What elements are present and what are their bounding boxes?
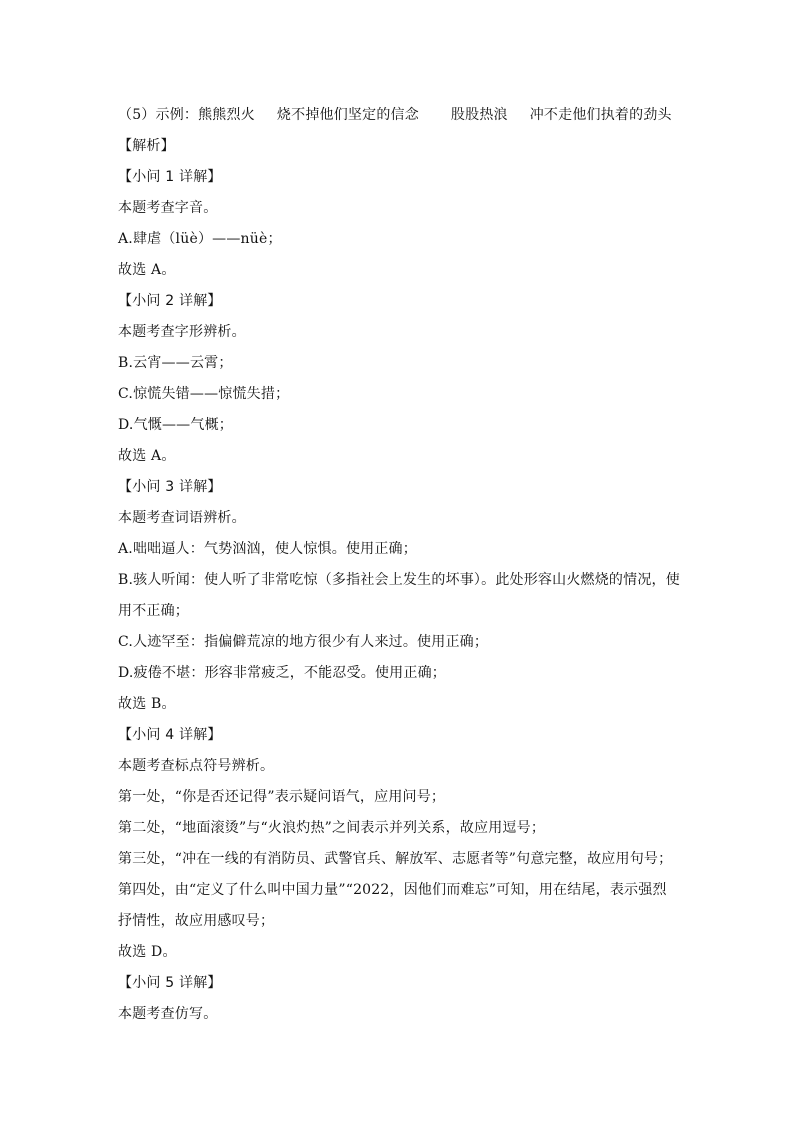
q2-line: 故选 A。 (118, 448, 176, 464)
q4-line: 第三处，“冲在一线的有消防员、武警官兵、解放军、志愿者等”句意完整，故应用句号； (118, 851, 673, 867)
example-part-3: 股股热浪 (450, 107, 508, 123)
q3-line: D.疲倦不堪：形容非常疲乏，不能忍受。使用正确； (118, 665, 446, 681)
q1-title: 【小问 1 详解】 (118, 169, 222, 185)
q2-line: 本题考查字形辨析。 (118, 324, 246, 340)
example-answer-line (118, 100, 678, 131)
q3-line: C.人迹罕至：指偏僻荒凉的地方很少有人来过。使用正确； (118, 634, 489, 650)
example-part-2: 烧不掉他们坚定的信念 (276, 107, 419, 123)
q3-line: 故选 B。 (118, 696, 176, 712)
q1-line: 故选 A。 (118, 262, 176, 278)
q4-line: 抒情性，故应用感叹号； (118, 913, 275, 929)
example-prefix: （5）示例：熊熊烈火 (118, 107, 255, 123)
q5-line: 本题考查仿写。 (118, 1006, 218, 1022)
q4-line: 第二处，“地面滚烫”与“火浪灼热”之间表示并列关系，故应用逗号； (118, 820, 546, 836)
document-page (118, 100, 678, 1030)
q4-line: 本题考查标点符号辨析。 (118, 758, 275, 774)
q1-line: A.肆虐（lüè）——nüè； (118, 231, 282, 247)
q2-title: 【小问 2 详解】 (118, 293, 222, 309)
q4-line: 第四处，由“定义了什么叫中国力量”“2022，因他们而难忘”可知，用在结尾，表示强烈 (118, 882, 667, 898)
q5-title: 【小问 5 详解】 (118, 975, 222, 991)
q2-line: C.惊慌失错——惊慌失措； (118, 386, 290, 402)
q2-line: B.云宵——云霄； (118, 355, 233, 371)
q4-line: 第一处，“你是否还记得”表示疑问语气，应用问号； (118, 789, 446, 805)
q3-line: B.骇人听闻：使人听了非常吃惊（多指社会上发生的坏事）。此处形容山火燃烧的情况，使 (118, 572, 680, 588)
q1-line: 本题考查字音。 (118, 200, 218, 216)
q4-title: 【小问 4 详解】 (118, 727, 222, 743)
q3-line: 用不正确； (118, 603, 189, 619)
q3-line: A.咄咄逼人：气势汹汹，使人惊惧。使用正确； (118, 541, 417, 557)
q3-title: 【小问 3 详解】 (118, 479, 222, 495)
q2-line: D.气慨——气概； (118, 417, 233, 433)
example-part-4: 冲不走他们执着的劲头 (529, 107, 672, 123)
q3-line: 本题考查词语辨析。 (118, 510, 246, 526)
q4-line: 故选 D。 (118, 944, 177, 960)
analysis-title: 【解析】 (118, 138, 175, 154)
